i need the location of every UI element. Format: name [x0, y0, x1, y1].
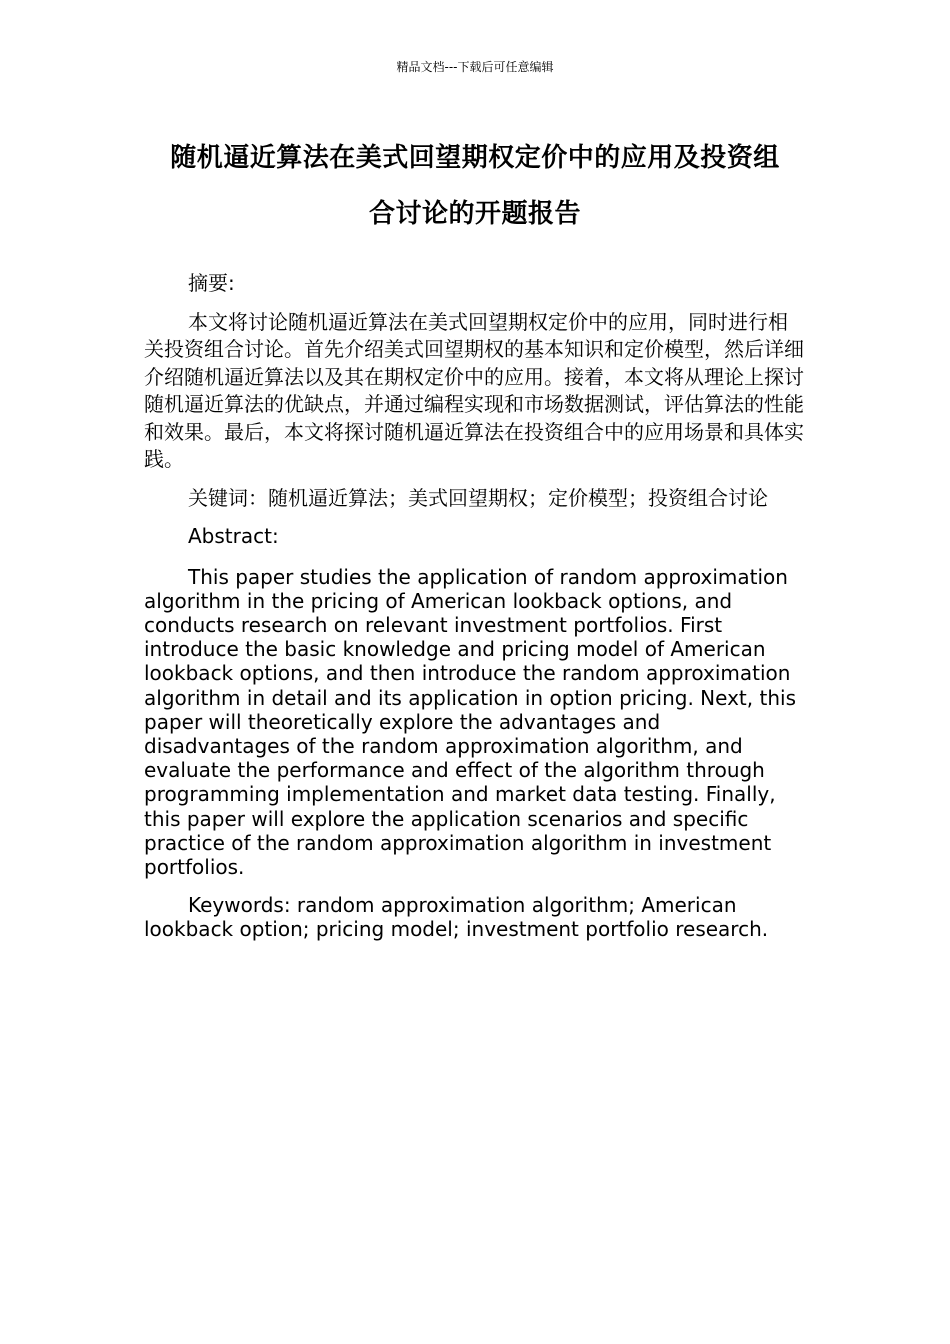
abstract-zh-text: 本文将讨论随机逼近算法在美式回望期权定价中的应用，同时进行相关投资组合讨论。首先介绍美式回望期权的基本知识和定价模型，然后详细介绍随机逼近算法以及其在期权定价中的应用。接着，本文将从理论上探讨随机逼近算法的优缺点，并通过编程实现和市场数据测试，评估算法的性能和效果。最后，本文将探讨随机逼近算法在投资组合中的应用场景和具体实践。	[144, 309, 804, 471]
abstract-en-text: This paper studies the application of random approximation algorithm in the pricing of American lookback options, and conducts research on relevant investment portfolios. First introduce the basic knowledge and pricing model of American lookback options, and then introduce the random approximation algorithm in detail and its application in option pricing. Next, this paper will theoretically explore the advantages and disadvantages of the random approximation algorithm, and evaluate the performance and effect of the algorithm through programming implementation and market data testing. Finally, this paper will explore the application scenarios and specific practice of the random approximation algorithm in investment portfolios.	[144, 564, 796, 879]
document-title	[140, 130, 810, 242]
keywords-en: Keywords: random approximation algorithm; American lookback option; pricing model; investment portfolio research.	[144, 893, 769, 942]
title-line-1: 随机逼近算法在美式回望期权定价中的应用及投资组	[170, 143, 780, 173]
abstract-en-label: Abstract:	[188, 524, 279, 548]
document-body	[144, 270, 804, 942]
header-note: 精品文档---下载后可任意编辑	[396, 60, 554, 74]
abstract-zh-label: 摘要:	[188, 271, 235, 295]
keywords-zh: 关键词：随机逼近算法；美式回望期权；定价模型；投资组合讨论	[188, 485, 768, 510]
title-line-2: 合讨论的开题报告	[368, 199, 581, 229]
